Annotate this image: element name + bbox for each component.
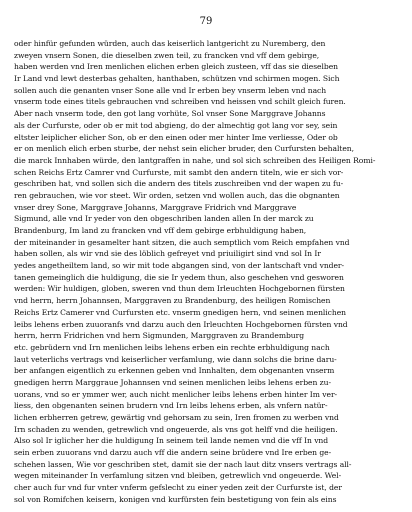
text-line: der miteinander in gesamelter hant sitzen, die auch semptlich vom Reich empfahen vnd (14, 237, 350, 247)
text-line: cher auch fur vnd fur vnter vnferm gefslecht zu einer yeden zeit der Curfurste ist, der (14, 483, 342, 493)
text-line: sollen auch die genanten vnser Sone alle vnd Ir erben bey vnserm leben vnd nach (14, 85, 327, 95)
text-line: oder hinfür gefunden würden, auch das keiserlich lantgericht zu Nuremberg, den (14, 39, 326, 48)
text-line: Sigmund, alle vnd Ir yeder von den obgeschriben landen allen In der marck zu (14, 214, 314, 224)
text-line: laut veterlichs vertrags vnd keiserlicher verfamlung, wie dann solchs die brine daru- (14, 354, 337, 364)
text-line: Irn schaden zu wenden, getrewlich vnd ongeuerde, als vns got helff vnd die heiligen. (14, 424, 338, 434)
text-line: lichen erbherren getrew, gewärtig vnd gehorsam zu sein, Iren fromen zu werben vnd (14, 413, 339, 422)
text-line: wegen miteinander In verfamlung sitzen vnd bleiben, getrewlich vnd ongeuerde. Wel- (14, 471, 342, 481)
text-line: sein erben zuuorans vnd darzu auch vff die andern seine brüdere vnd Ire erben ge- (14, 448, 332, 458)
text-line: etc. gebrüdern vnd Irn menlichen leibs lehens erben ein rechte erbhuldigung nach (14, 342, 330, 352)
text-line: Reichs Ertz Camerer vnd Curfursten etc. vnserm gnedigen hern, vnd seinen menlichen (14, 307, 347, 317)
text-line: vnserm tode eines titels gebrauchen vnd schreiben vnd heissen vnd schilt gleich furen. (14, 97, 346, 107)
text-line: yedes angetheiltem land, so wir mit tode abgangen sind, von der lantschaft vnd vnder- (14, 261, 345, 271)
text-line: Also sol Ir iglicher her die huldigung In seinem teil lande nemen vnd die vff In vnd (14, 436, 329, 446)
text-line: als der Curfurste, oder ob er mit tod abgieng, do der almechtig got lang vor sey, sein (14, 120, 338, 130)
text-line: herrn, herrn Fridrichen vnd hern Sigmunden, Marggraven zu Brandemburg (14, 331, 305, 341)
text-line: vnd herrn, herrn Johannsen, Marggraven zu Brandenburg, des heiligen Romischen (14, 296, 331, 306)
text-line: haben sollen, als wir vnd sie des löblich gefreyet vnd priuiligirt sind vnd sol In Ir (14, 249, 321, 259)
text-line: vnser drey Sone, Marggrave Johanns, Marggrave Fridrich vnd Marggrave (14, 202, 297, 212)
text-line: ber anfangen eigentlich zu erkennen geben vnd Innhalten, dem obgenanten vnserm (14, 366, 335, 376)
text-line: Aber nach vnserm tode, den got lang vorhüte, Sol vnser Sone Marggrave Johanns (14, 109, 326, 119)
text-line: liess, den obgenanten seinen brudern vnd Irn leibs lehens erben, als vnfern natür- (14, 401, 328, 411)
text-line: geschriben hat, vnd sollen sich die andern des titels zuschreiben vnd der wapen zu fu- (14, 179, 344, 189)
page-number: 79 (199, 16, 213, 27)
text-line: gnedigen herrn Marggraue Johannsen vnd seinen menlichen leibs lehens erben zu- (14, 377, 331, 387)
text-line: werden: Wir huldigen, globen, sweren vnd thun dem Irleuchten Hochgebornen fürsten (14, 284, 345, 294)
text-line: schen Reichs Ertz Camrer vnd Curfurste, mit sambt den andern titeln, wie er sich vor- (14, 167, 344, 177)
text-line: eltster leiplicher elicher Son, ob er den einen oder mer hinter Ime verliesse, Oder ob (14, 132, 338, 142)
text-line: er on menlich elich erben sturbe, der nehst sein elicher bruder, den Curfursten behalten, (14, 144, 354, 154)
text-line: Brandenburg, Im land zu francken vnd vff dem gebirge erbhuldigung haben, (14, 226, 307, 235)
text-line: Ir Land vnd lewt desterbas gehalten, hanthaben, schützen vnd schirmen mogen. Sich (14, 74, 340, 84)
text-line: schehen lassen, Wie vor geschriben stet, damit sie der nach laut ditz vnsers vertrags all- (14, 459, 352, 469)
text-line: uorans, vnd so er ymmer wer, auch nicht menlicher leibs lehens erben hinter Im ver- (14, 389, 338, 399)
text-line: zweyen vnsern Sonen, die dieselben zwen teil, zu francken vnd vff dem gebirge, (14, 50, 320, 60)
body-text (14, 38, 400, 506)
text-line: haben werden vnd Iren menlichen elichen erben gleich zusteen, vff das sie dieselben (14, 62, 338, 72)
text-line: sol von Romifchen keisern, konigen vnd kurfürsten fein bestetigung von fein als eins (14, 494, 337, 504)
text-line: tanen gemeinglich die huldigung, die sie Ir yedem thun, also geschehen vnd gesworen (14, 272, 344, 282)
text-line: ren gebrauchen, wie vor steet. Wir orden, setzen vnd wollen auch, das die obgnanten (14, 190, 340, 200)
text-line: leibs lehens erben zuuoranfs vnd darzu auch den Irleuchten Hochgebornen fürsten vnd (14, 319, 348, 329)
text-line: die marck Innhaben würde, den lantgraffen in nahe, und sol sich schreiben des Heiligen Romi- (14, 155, 376, 165)
